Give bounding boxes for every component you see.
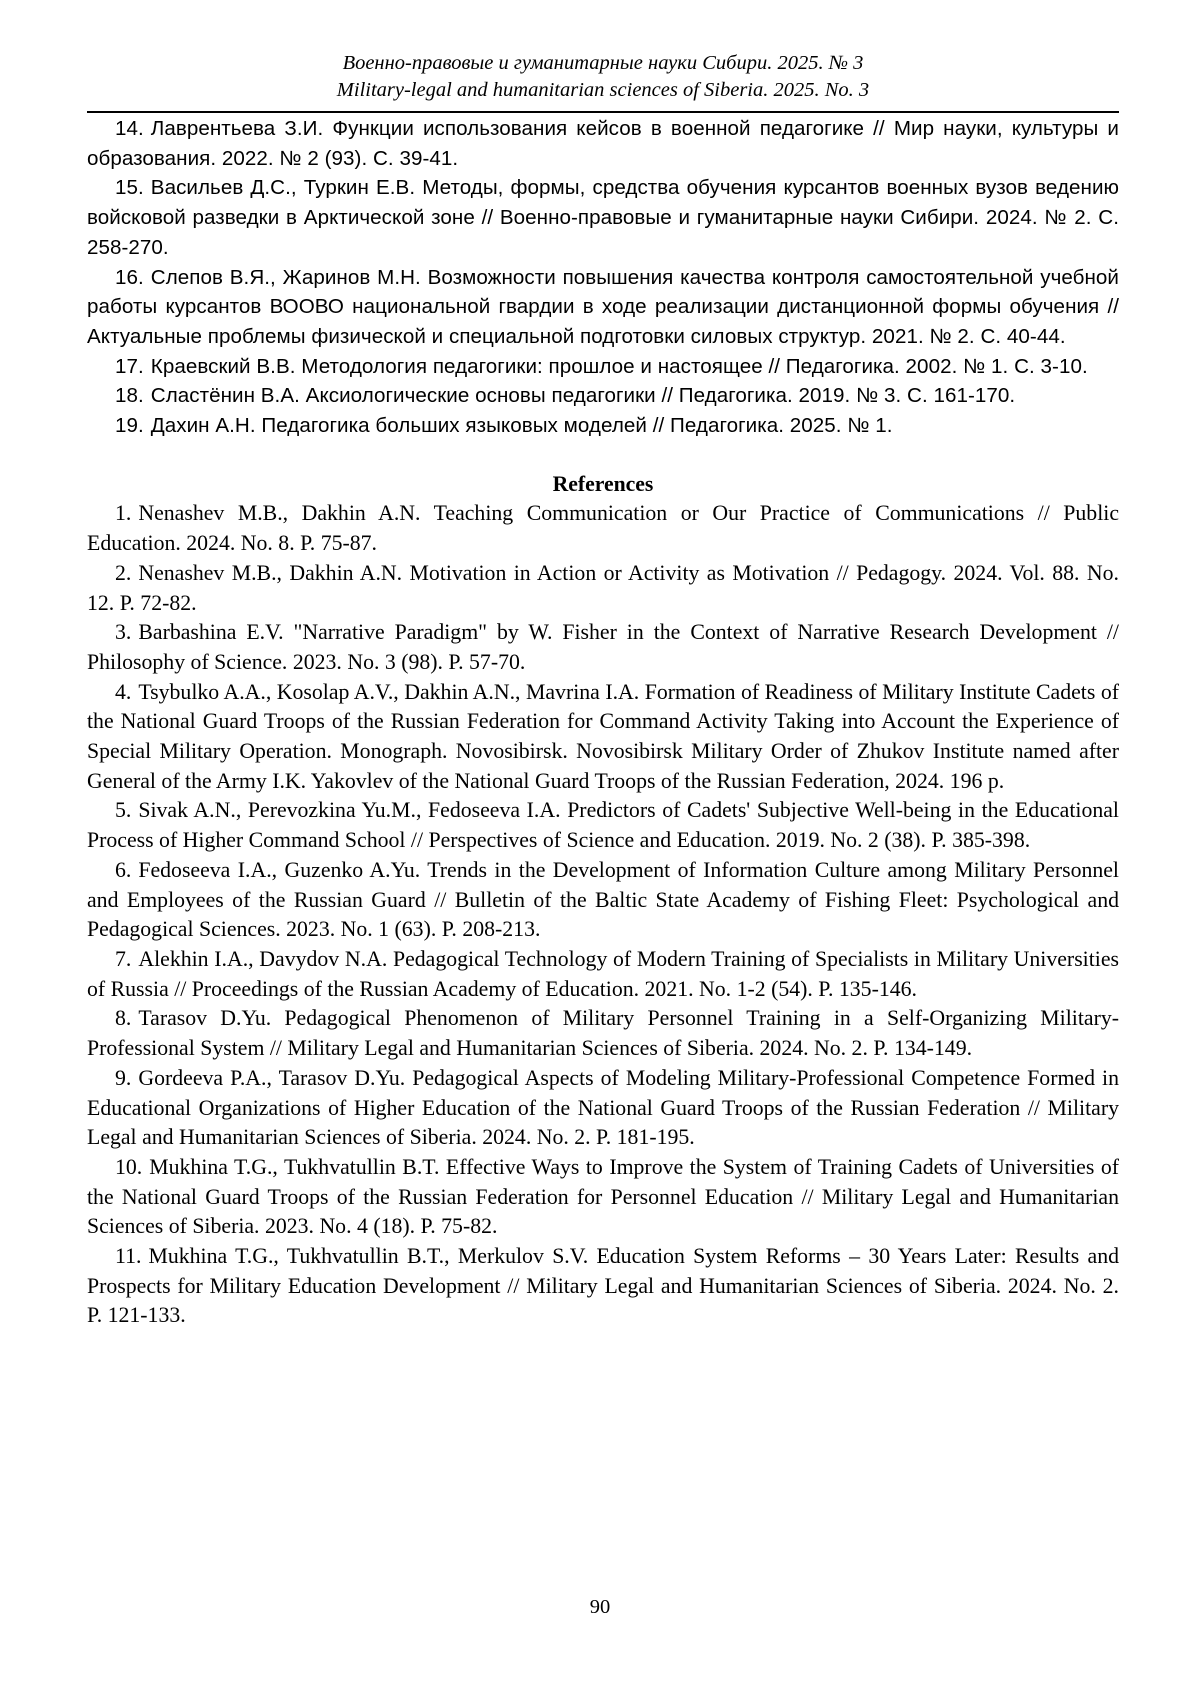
reference-text: Sivak A.N., Perevozkina Yu.M., Fedoseeva I.A. Predictors of Cadets' Subjective Well-being in the Educational Process of Higher Command School // Perspectives of Science and Education. 2019. No. 2 (38). P. 385-398. — [87, 798, 1119, 853]
reference-text: Alekhin I.A., Davydov N.A. Pedagogical Technology of Modern Training of Specialists in Military Universities of Russia // Proceedings of the Russian Academy of Education. 2021. No. 1-2 (54). P. 135-146. — [87, 946, 1119, 1001]
reference-item — [87, 945, 1119, 1004]
english-reference-list — [87, 499, 1119, 1331]
reference-item — [87, 1242, 1119, 1331]
reference-number: 14. — [115, 117, 144, 140]
reference-item — [87, 411, 1119, 441]
reference-item — [87, 1153, 1119, 1242]
reference-text: Слепов В.Я., Жаринов М.Н. Возможности повышения качества контроля самостоятельной учебной работы курсантов ВООВО национальной гвардии в ходе реализации дистанционной формы обучения // Актуальные проблемы физической и специальной подготовки силовых структур. 2021. № 2. С. 40-44. — [87, 265, 1119, 348]
reference-item — [87, 263, 1119, 352]
reference-number: 11. — [115, 1244, 142, 1269]
reference-number: 17. — [115, 354, 144, 378]
reference-number: 5. — [115, 798, 132, 823]
reference-text: Mukhina T.G., Tukhvatullin B.T. Effective Ways to Improve the System of Training Cadets of Universities of the National Guard Troops of the Russian Federation for Personnel Education // Military Legal and Humanitarian Sciences of Siberia. 2023. No. 4 (18). P. 75-82. — [87, 1154, 1119, 1239]
reference-text: Дахин А.Н. Педагогика больших языковых моделей // Педагогика. 2025. № 1. — [150, 414, 893, 438]
references-heading: References — [552, 471, 654, 496]
reference-number: 10. — [115, 1154, 143, 1179]
reference-number: 16. — [115, 265, 144, 289]
reference-number: 9. — [115, 1065, 132, 1090]
page-number: 90 — [589, 1596, 611, 1618]
reference-item — [87, 856, 1119, 945]
reference-item — [87, 1064, 1119, 1153]
reference-number: 3. — [115, 620, 132, 645]
reference-number: 1. — [115, 501, 132, 526]
reference-number: 15. — [115, 176, 144, 200]
reference-text: Nenashev M.B., Dakhin A.N. Teaching Communication or Our Practice of Communications // Public Education. 2024. No. 8. P. 75-87. — [87, 501, 1119, 556]
reference-text: Васильев Д.С., Туркин Е.В. Методы, формы, средства обучения курсантов военных вузов ведению войсковой разведки в Арктической зоне // Военно-правовые и гуманитарные науки Сибири. 2024. № 2. С. 258-270. — [87, 176, 1119, 259]
reference-number: 6. — [115, 857, 132, 882]
reference-item — [87, 499, 1119, 558]
reference-number: 8. — [115, 1006, 132, 1031]
reference-number: 4. — [115, 679, 132, 704]
reference-item — [87, 618, 1119, 677]
reference-text: Краевский В.В. Методология педагогики: прошлое и настоящее // Педагогика. 2002. № 1. С. 3-10. — [150, 354, 1088, 378]
reference-text: Barbashina E.V. "Narrative Paradigm" by W. Fisher in the Context of Narrative Research Development // Philosophy of Science. 2023. No. 3 (98). P. 57-70. — [87, 620, 1119, 674]
reference-text: Nenashev M.B., Dakhin A.N. Motivation in Action or Activity as Motivation // Pedagogy. 2024. Vol. 88. No. 12. P. 72-82. — [87, 560, 1119, 615]
reference-item — [87, 559, 1119, 618]
reference-item — [87, 1004, 1119, 1063]
reference-item — [87, 678, 1119, 797]
reference-number: 7. — [115, 946, 132, 971]
reference-text: Tsybulko A.A., Kosolap A.V., Dakhin A.N., Mavrina I.A. Formation of Readiness of Military Institute Cadets of the National Guard Troops of the Russian Federation for Command Activity Taking into Account the Experience of Special Military Operation. Monograph. Novosibirsk. Novosibirsk Military Order of Zhukov Institute named after General of the Army I.K. Yakovlev of the National Guard Troops of the Russian Federation, 2024. 196 p. — [87, 679, 1119, 793]
russian-reference-list — [87, 114, 1119, 441]
reference-text: Mukhina T.G., Tukhvatullin B.T., Merkulov S.V. Education System Reforms – 30 Years Later: Results and Prospects for Military Education Development // Military Legal and Humanitarian Sciences of Siberia. 2024. No. 2. P. 121-133. — [87, 1244, 1119, 1328]
reference-item — [87, 114, 1119, 173]
reference-text: Лаврентьева З.И. Функции использования кейсов в военной педагогике // Мир науки, культуры и образования. 2022. № 2 (93). С. 39-41. — [87, 117, 1119, 170]
reference-text: Fedoseeva I.A., Guzenko A.Yu. Trends in the Development of Information Culture among Military Personnel and Employees of the Russian Guard // Bulletin of the Baltic State Academy of Fishing Fleet: Psychological and Pedagogical Sciences. 2023. No. 1 (63). P. 208-213. — [87, 857, 1119, 942]
journal-title-en: Military-legal and humanitarian sciences of Siberia. 2025. No. 3 — [336, 79, 870, 101]
journal-title-ru: Военно-правовые и гуманитарные науки Сибири. 2025. № 3 — [342, 52, 864, 74]
reference-item — [87, 796, 1119, 855]
page-body — [87, 114, 1119, 1331]
reference-item — [87, 352, 1119, 382]
reference-item — [87, 173, 1119, 262]
reference-text: Сластёнин В.А. Аксиологические основы педагогики // Педагогика. 2019. № 3. С. 161-170. — [150, 384, 1016, 408]
reference-number: 19. — [115, 414, 144, 438]
reference-text: Gordeeva P.A., Tarasov D.Yu. Pedagogical Aspects of Modeling Military-Professional Competence Formed in Educational Organizations of Higher Education of the National Guard Troops of the Russian Federation // Military Legal and Humanitarian Sciences of Siberia. 2024. No. 2. P. 181-195. — [87, 1065, 1119, 1150]
reference-item — [87, 381, 1119, 411]
reference-number: 18. — [115, 384, 144, 408]
header-divider — [87, 111, 1119, 113]
running-header — [87, 50, 1119, 104]
reference-number: 2. — [115, 560, 132, 585]
reference-text: Tarasov D.Yu. Pedagogical Phenomenon of Military Personnel Training in a Self-Organizing Military-Professional System // Military Legal and Humanitarian Sciences of Siberia. 2024. No. 2. P. 134-149. — [87, 1006, 1119, 1061]
